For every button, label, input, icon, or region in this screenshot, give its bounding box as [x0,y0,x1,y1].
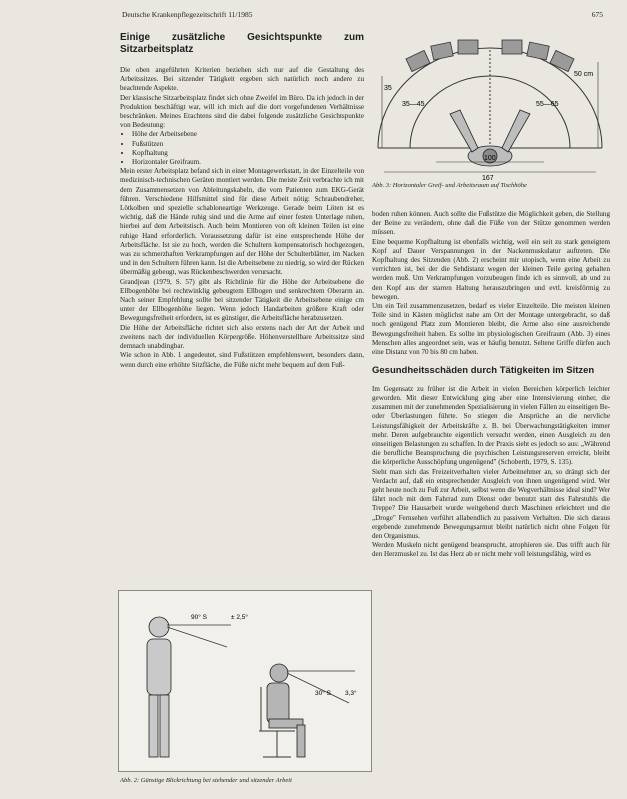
left-column [120,32,364,370]
standing-leg [160,695,169,757]
sitting-shin [297,725,305,757]
standing-sight-line [167,627,227,647]
angle-standing-delta: ± 2,5° [231,614,249,621]
list-item: • Fußstützen [132,140,364,149]
running-header: Deutsche Krankenpflegezeitschrift 11/1985 [122,10,253,19]
list-item: • Höhe der Arbeitsebene [132,130,364,139]
paragraph: Der klassische Sitzarbeitsplatz findet sich ohne Zweifel im Büro. Da ich jedoch in der Produktion beschäftigt war, will ich mich auf die dort vorgefundenen Verhältnisse beschränken. Meines Erachtens sind die dabei folgende zusätzliche Gesichtspunkte von Bedeutung: [120,93,364,130]
standing-leg [149,695,158,757]
list-item: • Kopfhaltung [132,149,364,158]
dim-right-zone-label: 55—65 [536,101,559,108]
right-column [372,210,610,560]
dim-left-top-label: 35 [384,85,392,92]
standing-head [149,617,169,637]
list-item: • Horizontaler Greifraum. [132,158,364,167]
dim-left-zone-label: 35—45 [402,101,425,108]
figure-viewing-angles [118,590,372,772]
article-title: Einige zusätzliche Gesichtspunkte zum Sitzarbeitsplatz [120,32,364,55]
figure-reach-caption: Abb. 3: Horizontaler Greif- und Arbeitsraum auf Tischhöhe [372,182,527,189]
figure-viewing-caption: Abb. 2: Günstige Blickrichtung bei stehender und sitzender Arbeit [120,777,292,784]
left-arm [450,110,478,152]
viewing-angles-svg [119,591,371,771]
right-arm [502,110,530,152]
sitting-sight-line [287,673,349,703]
angle-standing-label: 90° S [191,614,207,621]
figure-reach-diagram [370,30,610,180]
dim-inner-label: 100 [484,155,496,162]
paragraph: boden ruhen können. Auch sollte die Fußstütze die Möglichkeit geben, die Stellung der Beine zu verändern, ohne daß die Füße von der Stütze genommen werden müssen. [372,210,610,237]
angle-sitting-delta: 3,3° [345,690,357,697]
dim-outer-label: 167 [482,175,494,180]
page-number: 675 [591,10,603,19]
parts-box [527,42,549,60]
paragraph: Werden Muskeln nicht genügend beansprucht, atrophieren sie. Das trifft auch für den Herzmuskel zu. Ist das Herz ab er nicht mehr voll leistungsfähig, wird es [372,541,610,559]
paragraph: Die Höhe der Arbeitsfläche richtet sich also erstens nach der Art der Arbeit und zweitens nach der individuellen Körpergröße. Höhenverstellbare Arbeitssitze sind demnach unabdingbar. [120,323,364,351]
dim-right-top-label: 50 cm [574,71,594,78]
paragraph: Die oben angeführten Kriterien beziehen sich nur auf die Gestaltung des Arbeitssitzes. Bei sitzender Tätigkeit ergeben sich natürlich noch andere zu beachtende Aspekte. [120,66,364,93]
sitting-torso [267,683,289,723]
standing-torso [147,639,171,695]
paragraph: Im Gegensatz zu früher ist die Arbeit in vielen Bereichen körperlich leichter geworden. Mit dieser Entwicklung ging aber eine Intensivierung einher, die zusammen mit der zunehmenden Spezialisierung in vielen Fällen zu einseitigen Be- oder Überlastungen führte. So stiegen die Ansprüche an die nervliche Leistungsfähigkeit der Arbeitskräfte z. B. bei Überwachungstätigkeiten immer mehr. Deren aufgebrauchte eigentlich versucht werden, einen Ausgleich zu den einseitigen Belastungen zu schaffen. In der Praxis sieht es jedoch so aus: „Während die berufliche Beanspruchung die psychischen Leistungsreserven erreicht, bleibt die körperliche Ausschöpfung ungenügend" (Schoberth, 1979, S. 135). [372,384,610,467]
parts-box [502,40,522,54]
angle-sitting-label: 30° S [315,690,331,697]
paragraph: Grandjean (1979, S. 57) gibt als Richtlinie für die Höhe der Arbeitsebene die Ellbogenhöhe bei rechtwinklig gebeugtem Ellbogen und senkrechtem Oberarm an. Nach seiner Empfehlung sollte bei sitzender Tätigkeit die Arbeitsebene einige cm unter der Ellbogenhöhe liegen. Wenn jedoch Handarbeiten größere Kraft oder Bewegungsfreiheit erfordern, ist es günstiger, die Arbeitsfläche herabzusetzen. [120,277,364,323]
paragraph: Um ein Teil zusammenzusetzen, bedarf es vieler Einzelteile. Die meisten kleinen Teile sind in Kästen möglichst nahe am Ort der Montage untergebracht, so daß noch genügend Platz zum Montieren bleibt, die Arme also eine ausreichende Bewegungsfreiheit haben. Es sollte im physiologischen Greifraum (Abb. 3) eines Menschen alles angeordnet sein, was er häufig benutzt. Seltene Griffe dürfen auch eine Distanz von 70 bis 80 cm haben. [372,302,610,357]
section-heading: Gesundheitsschäden durch Tätigkeiten im Sitzen [372,365,595,377]
parts-box [550,50,574,71]
paragraph: Wie schon in Abb. 1 angedeutet, sind Fußstützen empfehlenswert, besonders dann, wenn durch eine erhöhte Sitzfläche, die Füße nicht mehr bequem auf dem Fuß- [120,351,364,369]
paragraph: Mein erster Arbeitsplatz befand sich in einer Montagewerkstatt, in der Einzelteile von medizinisch-technischen Geräten montiert werden. Die meiste Zeit verbrachte ich mit dem Zusammensetzen von Ableitungskabeln, die vom Patienten zum EKG-Gerät führen. Verschiedene Hilfsmittel sind für diese Arbeit nötig: Schraubendreher, Lötkolben und spezielle schabloneartige Werkzeuge. Gerade beim Löten ist es wichtig, daß die Hände ruhig sind und die Arme auf einer festen Unterlage ruhen, hierbei auf dem Arbeitstisch. Auch beim Montieren von oft kleinen Teilen ist eine ruhige Hand erforderlich. Voraussetzung dafür ist eine entsprechende Höhe der Arbeitsfläche. Ist sie zu hoch, werden die Schultern kompensatorisch hochgezogen, was zu schmerzhaften Verkrampfungen auf der Höhe der Schulterblätter, im Nacken und in den Schultern führen kann. Ist die Arbeitsebene zu niedrig, so wird der Rücken übermäßig gebeugt, was Rückenbeschwerden verursacht. [120,167,364,277]
criteria-list [120,130,364,167]
sitting-head [270,664,288,682]
paragraph: Sieht man sich das Freizeitverhalten vieler Arbeitnehmer an, so drängt sich der Verdacht auf, daß ein entsprechender Ausgleich von ihnen ungenügend wird. Wer geht heute noch zu Fuß zur Arbeit, selbst wenn die Wegverhältnisse ideal sind? Wer fährt noch mit dem Fahrrad zum Dienst oder benutzt statt des Fahrstuhls die Treppe? Die Hausarbeit wurde weitgehend durch Maschinen erleichtert und die „Droge" Fernsehen verführt allabendlich zu passivem Verhalten. Die sich daraus ergebende zunehmende Bewegungsarmut bleibt natürlich nicht ohne Folgen für den Organismus. [372,467,610,540]
reach-diagram-svg [370,30,610,180]
parts-box [458,40,478,54]
parts-box [406,50,430,71]
parts-box [431,42,453,60]
paragraph: Eine bequeme Kopfhaltung ist ebenfalls wichtig, weil ein seit zu stark geneigtem Kopf auf Dauer Verspannungen in der Nackenmuskulatur auftreten. Die Kopfhaltung des Sitzenden (Abb. 2) erscheint mir utopisch, wenn eine Arbeit zu verrichten ist, bei der die Sehdistanz wegen der kleinen Teile gering gehalten werden muß. Um Verkrampfungen vorzubeugen finde ich es sinnvoll, ab und zu den Kopf aus der starren Haltung herauszubringen und evtl. kreisförmig zu bewegen. [372,237,610,301]
